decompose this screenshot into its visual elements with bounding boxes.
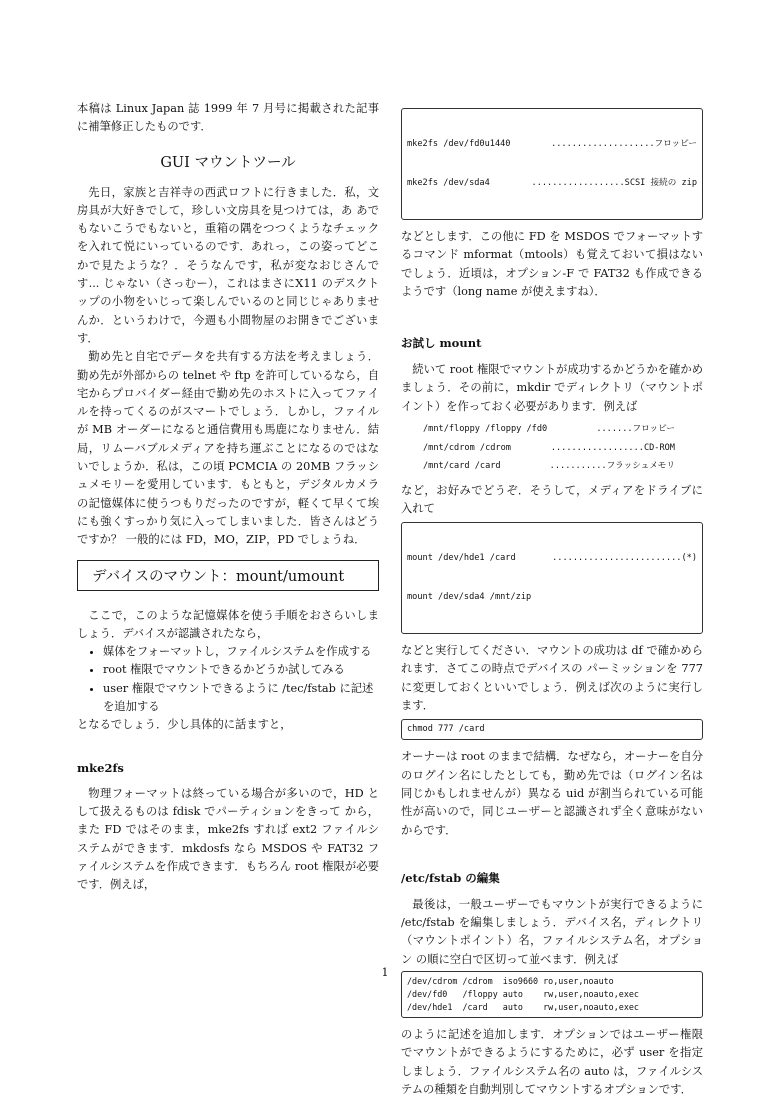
list-item: • root 権限でマウントできるかどうか試してみる bbox=[103, 661, 379, 679]
body-paragraph: のように記述を追加します．オプションではユーザー権限でマウントができるようにするために，必ず user を指定しましょう．ファイルシステム名の auto は，ファイルシステムの種類を自動判別してマウントするオプションです． bbox=[401, 1028, 703, 1096]
intro-paragraph: 本稿は Linux Japan 誌 1999 年 7 月号に掲載された記事に補筆修正したものです． bbox=[77, 102, 379, 134]
code-box-chmod: chmod 777 /card bbox=[401, 719, 703, 740]
list-item: • user 権限でマウントできるように /tec/fstab に記述を追加する bbox=[103, 680, 379, 717]
code-box-mke2fs bbox=[401, 108, 703, 220]
body-paragraph: 先日，家族と吉祥寺の西武ロフトに行きました．私，文房具が大好きでして，珍しい文房具を見つけては，あ あでもないこうでもないと，重箱の隅をつつくようなチェックを入れて悦にいっているのです．あれっ，この姿ってどこかで見たような？．そうなんです，私が変なおじさんです... じゃない（さっむー），これはまさにX11 のデスクトップの小物をいじって楽しんでいるのと同じじゃありませんか．というわけで，今週も小間物屋のお開きでございます． bbox=[77, 185, 379, 345]
code-box-mount bbox=[401, 522, 703, 634]
subsection-title-test-mount: お試し mount bbox=[401, 336, 482, 351]
body-paragraph: 物理フォーマットは終っている場合が多いので，HD として扱えるものは fdisk でパーティションをきって から，また FD ではそのまま，mke2fs すれば ext2 ファイルシステムができます．mkdosfs なら MSDOS や FAT32 ファイルシステムを作成できます．もちろん root 権限が必要です．例えば， bbox=[77, 786, 379, 892]
mountpoint-row: /mnt/cdrom /cdrom ..................CD-ROM bbox=[423, 442, 675, 453]
code-line: mke2fs /dev/fd0u1440 ....................フロッピー bbox=[407, 139, 697, 149]
body-paragraph: 続いて root 権限でマウントが成功するかどうかを確かめましょう．その前に，mkdir でディレクトリ（マウントポイント）を作っておく必要があります．例えば bbox=[401, 363, 703, 413]
mountpoint-row: /mnt/card /card ...........フラッシュメモリ bbox=[423, 461, 675, 472]
body-paragraph: 最後は，一般ユーザーでもマウントが実行できるように /etc/fstab を編集しましょう．デバイス名，ディレクトリ（マウントポイント）名，ファイルシステム名，オプション の順に空白で区切って並べます．例えば bbox=[401, 897, 703, 966]
code-line: mount /dev/hde1 /card .........................(*) bbox=[407, 553, 697, 564]
procedure-list bbox=[77, 643, 379, 716]
body-paragraph: など，お好みでどうぞ．そうして，メディアをドライブに入れて bbox=[401, 483, 703, 515]
code-line: mke2fs /dev/sda4 ..................SCSI 接続の zip bbox=[407, 178, 697, 188]
subsection-title-fstab: /etc/fstab の編集 bbox=[401, 870, 500, 885]
mountpoint-table bbox=[423, 420, 675, 476]
body-paragraph: などとします．この他に FD を MSDOS でフォーマットするコマンド mformat（mtools）も覚えておいて損はないでしょう．近頃は，オプション-F で FAT32 も作成できるようです（long name が使えますね）． bbox=[401, 230, 703, 298]
mountpoint-row: /mnt/floppy /floppy /fd0 .......フロッピー bbox=[423, 424, 675, 435]
code-line: mount /dev/sda4 /mnt/zip bbox=[407, 592, 532, 603]
body-paragraph: ここで，このような記憶媒体を使う手順をおさらいしましょう．デバイスが認識されたなら， bbox=[77, 608, 379, 640]
body-paragraph: 勤め先と自宅でデータを共有する方法を考えましょう．勤め先が外部からの telnet や ftp を許可しているなら，自宅からプロバイダー経由で勤め先のホストに入ってファイルを持ってくるのがスマートでしょう．しかし，ファイルが MB オーダーになると通信費用も馬鹿になりません．結局，リムーバブルメディアを持ち運ぶことになるのではないでしょうか．私は，この頃 PCMCIA の 20MB フラッシュメモリーを愛用しています．もともと，デジタルカメラの記憶媒体に使うつもりだったのですが，軽くて早くて埃にも強くすっかり気に入ってしまいました．皆さんはどうですか？ 一般的には FD，MO，ZIP，PD でしょうね． bbox=[77, 350, 379, 547]
section-title-device-mount: デバイスのマウント：mount/umount bbox=[77, 560, 379, 591]
body-paragraph: オーナーは root のままで結構．なぜなら，オーナーを自分のログイン名にしたとしても，勤め先では（ログイン名は同じかもしれませんが）異なる uid が割当られている可能性が高いので，同じユーザーと認識されず全く意味がないからです． bbox=[401, 750, 703, 837]
fstab-line: /dev/hde1 /card auto rw,user,noauto,exec bbox=[407, 1002, 639, 1013]
subsection-title-mke2fs: mke2fs bbox=[77, 760, 124, 775]
right-column bbox=[401, 100, 703, 1099]
body-paragraph: などと実行してください．マウントの成功は df で確かめられます．さてこの時点でデバイスの パーミッションを 777 に変更しておくといいでしょう．例えば次のように実行します． bbox=[401, 644, 703, 713]
fstab-line: /dev/fd0 /floppy auto rw,user,noauto,exec bbox=[407, 989, 639, 1000]
left-column bbox=[77, 100, 379, 894]
body-paragraph: となるでしょう．少し具体的に話ますと， bbox=[77, 718, 292, 732]
section-title-gui-mount-tool: GUI マウントツール bbox=[160, 154, 296, 171]
fstab-line: /dev/cdrom /cdrom iso9660 ro,user,noauto bbox=[407, 976, 614, 987]
list-item: • 媒体をフォーマットし，ファイルシステムを作成する bbox=[103, 643, 379, 661]
page-number: 1 bbox=[381, 966, 389, 979]
